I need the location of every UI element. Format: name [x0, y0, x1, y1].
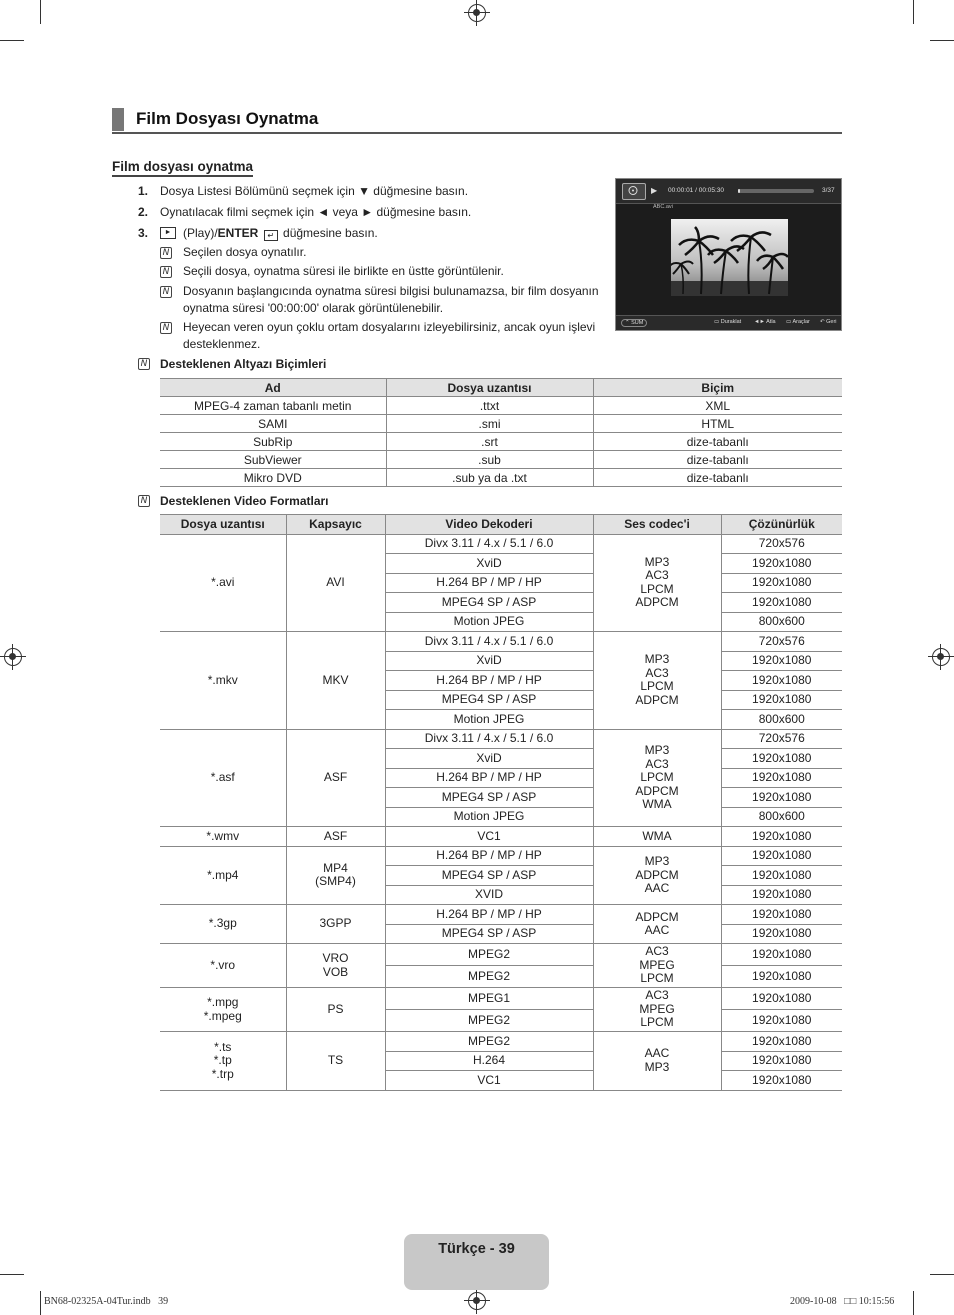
- resolution-cell: 1920x1080: [721, 768, 842, 788]
- column-header: Ad: [160, 379, 386, 397]
- extension-cell: *.avi: [160, 534, 286, 632]
- note-icon: N: [160, 322, 172, 334]
- resolution-cell: 800x600: [721, 612, 842, 632]
- note-icon: N: [160, 247, 172, 259]
- resolution-cell: 1920x1080: [721, 593, 842, 613]
- resolution-cell: 1920x1080: [721, 885, 842, 905]
- registration-mark-icon: [468, 1292, 486, 1310]
- table-header-row: [160, 515, 842, 535]
- tv-hint-back: ↶ Geri: [820, 319, 837, 325]
- sum-badge: ⌃ SUM: [621, 319, 647, 327]
- note-text: desteklenmez.: [183, 337, 261, 351]
- table-row: [160, 632, 842, 652]
- table-cell: XML: [593, 397, 842, 415]
- title-marker: [112, 108, 124, 131]
- table-row: [160, 534, 842, 554]
- note-text: Dosyanın başlangıcında oynatma süresi bilgisi bulunamazsa, bir film dosyanın: [183, 284, 599, 298]
- container-cell: MKV: [286, 632, 385, 730]
- table-row: [160, 988, 842, 1010]
- note-icon: N: [138, 495, 150, 507]
- decoder-cell: H.264 BP / MP / HP: [385, 768, 593, 788]
- tv-screenshot: [615, 178, 842, 331]
- crop-mark: [0, 40, 24, 41]
- column-header: Çözünürlük: [721, 515, 842, 535]
- decoder-cell: MPEG4 SP / ASP: [385, 924, 593, 944]
- table-row: [160, 944, 842, 966]
- decoder-cell: XviD: [385, 651, 593, 671]
- tv-hint-pause: ▭ Duraklat: [714, 319, 742, 325]
- subtitle-formats-table: [160, 378, 842, 487]
- extension-cell: *.ts *.tp *.trp: [160, 1032, 286, 1091]
- table-row: [160, 1032, 842, 1052]
- container-cell: ASF: [286, 827, 385, 847]
- table-row: [160, 827, 842, 847]
- resolution-cell: 720x576: [721, 729, 842, 749]
- resolution-cell: 1920x1080: [721, 846, 842, 866]
- decoder-cell: Motion JPEG: [385, 612, 593, 632]
- column-header: Ses codec'i: [593, 515, 721, 535]
- table-cell: .srt: [386, 433, 593, 451]
- table-cell: .sub ya da .txt: [386, 469, 593, 487]
- note-text: oynatma süresi '00:00:00' olarak görüntülenebilir.: [183, 301, 444, 315]
- container-cell: MP4 (SMP4): [286, 846, 385, 905]
- container-cell: PS: [286, 988, 385, 1032]
- resolution-cell: 1920x1080: [721, 866, 842, 886]
- table-row: [160, 451, 842, 469]
- extension-cell: *.asf: [160, 729, 286, 827]
- note-icon: N: [160, 266, 172, 278]
- tv-top-bar: [616, 179, 841, 204]
- tools-icon: ▭: [786, 319, 792, 325]
- resolution-cell: 1920x1080: [721, 905, 842, 925]
- crop-mark: [913, 1291, 914, 1315]
- extension-cell: *.wmv: [160, 827, 286, 847]
- table-row: [160, 433, 842, 451]
- table-cell: .ttxt: [386, 397, 593, 415]
- container-cell: 3GPP: [286, 905, 385, 944]
- table-row: [160, 415, 842, 433]
- resolution-cell: 800x600: [721, 710, 842, 730]
- resolution-cell: 720x576: [721, 632, 842, 652]
- decoder-cell: H.264: [385, 1051, 593, 1071]
- table-cell: HTML: [593, 415, 842, 433]
- resolution-cell: 1920x1080: [721, 1071, 842, 1091]
- tv-hint-skip: ◄► Atla: [754, 319, 776, 325]
- play-icon: ▶: [651, 186, 658, 195]
- video-formats-heading: Desteklenen Video Formatları: [160, 494, 329, 508]
- decoder-cell: H.264 BP / MP / HP: [385, 671, 593, 691]
- resolution-cell: 1920x1080: [721, 944, 842, 966]
- note-icon: N: [138, 358, 150, 370]
- audio-codec-cell: MP3 AC3 LPCM ADPCM: [593, 534, 721, 632]
- note-text: Seçilen dosya oynatılır.: [183, 245, 307, 259]
- tv-hint-tools: ▭ Araçlar: [786, 319, 810, 325]
- resolution-cell: 1920x1080: [721, 749, 842, 769]
- resolution-cell: 1920x1080: [721, 1032, 842, 1052]
- extension-cell: *.vro: [160, 944, 286, 988]
- resolution-cell: 1920x1080: [721, 924, 842, 944]
- tv-progress-bar: [738, 189, 814, 193]
- decoder-cell: Divx 3.11 / 4.x / 5.1 / 6.0: [385, 729, 593, 749]
- extension-cell: *.mkv: [160, 632, 286, 730]
- audio-codec-cell: MP3 ADPCM AAC: [593, 846, 721, 905]
- registration-mark-icon: [468, 4, 486, 22]
- page-label: Türkçe - 39: [438, 1241, 515, 1257]
- resolution-cell: 1920x1080: [721, 827, 842, 847]
- extension-cell: *.3gp: [160, 905, 286, 944]
- audio-codec-cell: MP3 AC3 LPCM ADPCM WMA: [593, 729, 721, 827]
- decoder-cell: XVID: [385, 885, 593, 905]
- decoder-cell: Divx 3.11 / 4.x / 5.1 / 6.0: [385, 534, 593, 554]
- table-row: [160, 905, 842, 925]
- crop-mark: [40, 1291, 41, 1315]
- container-cell: VRO VOB: [286, 944, 385, 988]
- table-cell: Mikro DVD: [160, 469, 386, 487]
- decoder-cell: Motion JPEG: [385, 710, 593, 730]
- column-header: Kapsayıc: [286, 515, 385, 535]
- table-header-row: [160, 379, 842, 397]
- container-cell: ASF: [286, 729, 385, 827]
- column-header: Video Dekoderi: [385, 515, 593, 535]
- arrows-icon: ◄►: [754, 319, 765, 325]
- note-text: Heyecan veren oyun çoklu ortam dosyalarını izleyebilirsiniz, ancak oyun işlevi: [183, 320, 596, 334]
- column-header: Dosya uzantısı: [386, 379, 593, 397]
- chevron-up-icon: ⌃: [625, 320, 632, 326]
- table-row: [160, 729, 842, 749]
- section-title-bar: [112, 108, 842, 134]
- tv-time: 00:00:01 / 00:05:30: [668, 187, 725, 194]
- resolution-cell: 1920x1080: [721, 671, 842, 691]
- registration-mark-icon: [932, 648, 950, 666]
- resolution-cell: 1920x1080: [721, 788, 842, 808]
- decoder-cell: MPEG2: [385, 1010, 593, 1032]
- decoder-cell: H.264 BP / MP / HP: [385, 905, 593, 925]
- decoder-cell: Divx 3.11 / 4.x / 5.1 / 6.0: [385, 632, 593, 652]
- note-text: Seçili dosya, oynatma süresi ile birlikte en üstte görüntülenir.: [183, 264, 504, 278]
- decoder-cell: MPEG2: [385, 944, 593, 966]
- decoder-cell: MPEG4 SP / ASP: [385, 690, 593, 710]
- decoder-cell: XviD: [385, 749, 593, 769]
- tv-progress-fill: [738, 189, 740, 193]
- column-header: Biçim: [593, 379, 842, 397]
- video-thumbnail: [671, 219, 788, 296]
- decoder-cell: XviD: [385, 554, 593, 574]
- note-icon: N: [160, 286, 172, 298]
- resolution-cell: 1920x1080: [721, 651, 842, 671]
- print-date-info: 2009-10-08 □□ 10:15:56: [790, 1296, 895, 1307]
- page-number-tab: [404, 1234, 549, 1290]
- audio-codec-cell: AC3 MPEG LPCM: [593, 988, 721, 1032]
- resolution-cell: 1920x1080: [721, 1010, 842, 1032]
- extension-cell: *.mp4: [160, 846, 286, 905]
- tv-file-count: 3/37: [822, 187, 835, 194]
- decoder-cell: MPEG4 SP / ASP: [385, 788, 593, 808]
- container-cell: TS: [286, 1032, 385, 1091]
- video-formats-table: [160, 514, 842, 1091]
- decoder-cell: H.264 BP / MP / HP: [385, 846, 593, 866]
- table-row: [160, 469, 842, 487]
- subsection-title: Film dosyası oynatma: [112, 159, 253, 177]
- crop-mark: [0, 1274, 24, 1275]
- table-cell: dize-tabanlı: [593, 451, 842, 469]
- audio-codec-cell: WMA: [593, 827, 721, 847]
- table-cell: SAMI: [160, 415, 386, 433]
- audio-codec-cell: ADPCM AAC: [593, 905, 721, 944]
- subtitle-formats-heading: Desteklenen Altyazı Biçimleri: [160, 357, 327, 371]
- resolution-cell: 1920x1080: [721, 690, 842, 710]
- tv-filename: ABC.avi: [653, 204, 673, 210]
- decoder-cell: MPEG1: [385, 988, 593, 1010]
- decoder-cell: H.264 BP / MP / HP: [385, 573, 593, 593]
- pause-icon: ▭: [714, 319, 720, 325]
- extension-cell: *.mpg *.mpeg: [160, 988, 286, 1032]
- table-cell: MPEG-4 zaman tabanlı metin: [160, 397, 386, 415]
- return-icon: ↶: [820, 319, 825, 325]
- play-button-icon: ►: [160, 227, 176, 239]
- decoder-cell: MPEG4 SP / ASP: [385, 866, 593, 886]
- audio-codec-cell: MP3 AC3 LPCM ADPCM: [593, 632, 721, 730]
- decoder-cell: MPEG4 SP / ASP: [385, 593, 593, 613]
- table-cell: SubViewer: [160, 451, 386, 469]
- audio-codec-cell: AC3 MPEG LPCM: [593, 944, 721, 988]
- resolution-cell: 720x576: [721, 534, 842, 554]
- resolution-cell: 1920x1080: [721, 573, 842, 593]
- movie-icon: [622, 183, 646, 200]
- table-cell: dize-tabanlı: [593, 469, 842, 487]
- resolution-cell: 1920x1080: [721, 554, 842, 574]
- table-row: [160, 397, 842, 415]
- resolution-cell: 1920x1080: [721, 966, 842, 988]
- audio-codec-cell: AAC MP3: [593, 1032, 721, 1091]
- table-cell: SubRip: [160, 433, 386, 451]
- resolution-cell: 1920x1080: [721, 988, 842, 1010]
- tv-bottom-bar: [616, 315, 841, 330]
- container-cell: AVI: [286, 534, 385, 632]
- column-header: Dosya uzantısı: [160, 515, 286, 535]
- decoder-cell: Motion JPEG: [385, 807, 593, 827]
- enter-icon: ↵: [264, 230, 278, 241]
- table-cell: dize-tabanlı: [593, 433, 842, 451]
- decoder-cell: MPEG2: [385, 966, 593, 988]
- decoder-cell: VC1: [385, 1071, 593, 1091]
- crop-mark: [930, 40, 954, 41]
- registration-mark-icon: [4, 648, 22, 666]
- table-cell: .sub: [386, 451, 593, 469]
- decoder-cell: MPEG2: [385, 1032, 593, 1052]
- page-title: Film Dosyası Oynatma: [136, 109, 319, 128]
- decoder-cell: VC1: [385, 827, 593, 847]
- print-file-info: BN68-02325A-04Tur.indb 39: [44, 1296, 169, 1307]
- resolution-cell: 800x600: [721, 807, 842, 827]
- crop-mark: [913, 0, 914, 24]
- table-row: [160, 846, 842, 866]
- table-cell: .smi: [386, 415, 593, 433]
- crop-mark: [40, 0, 41, 24]
- resolution-cell: 1920x1080: [721, 1051, 842, 1071]
- crop-mark: [930, 1274, 954, 1275]
